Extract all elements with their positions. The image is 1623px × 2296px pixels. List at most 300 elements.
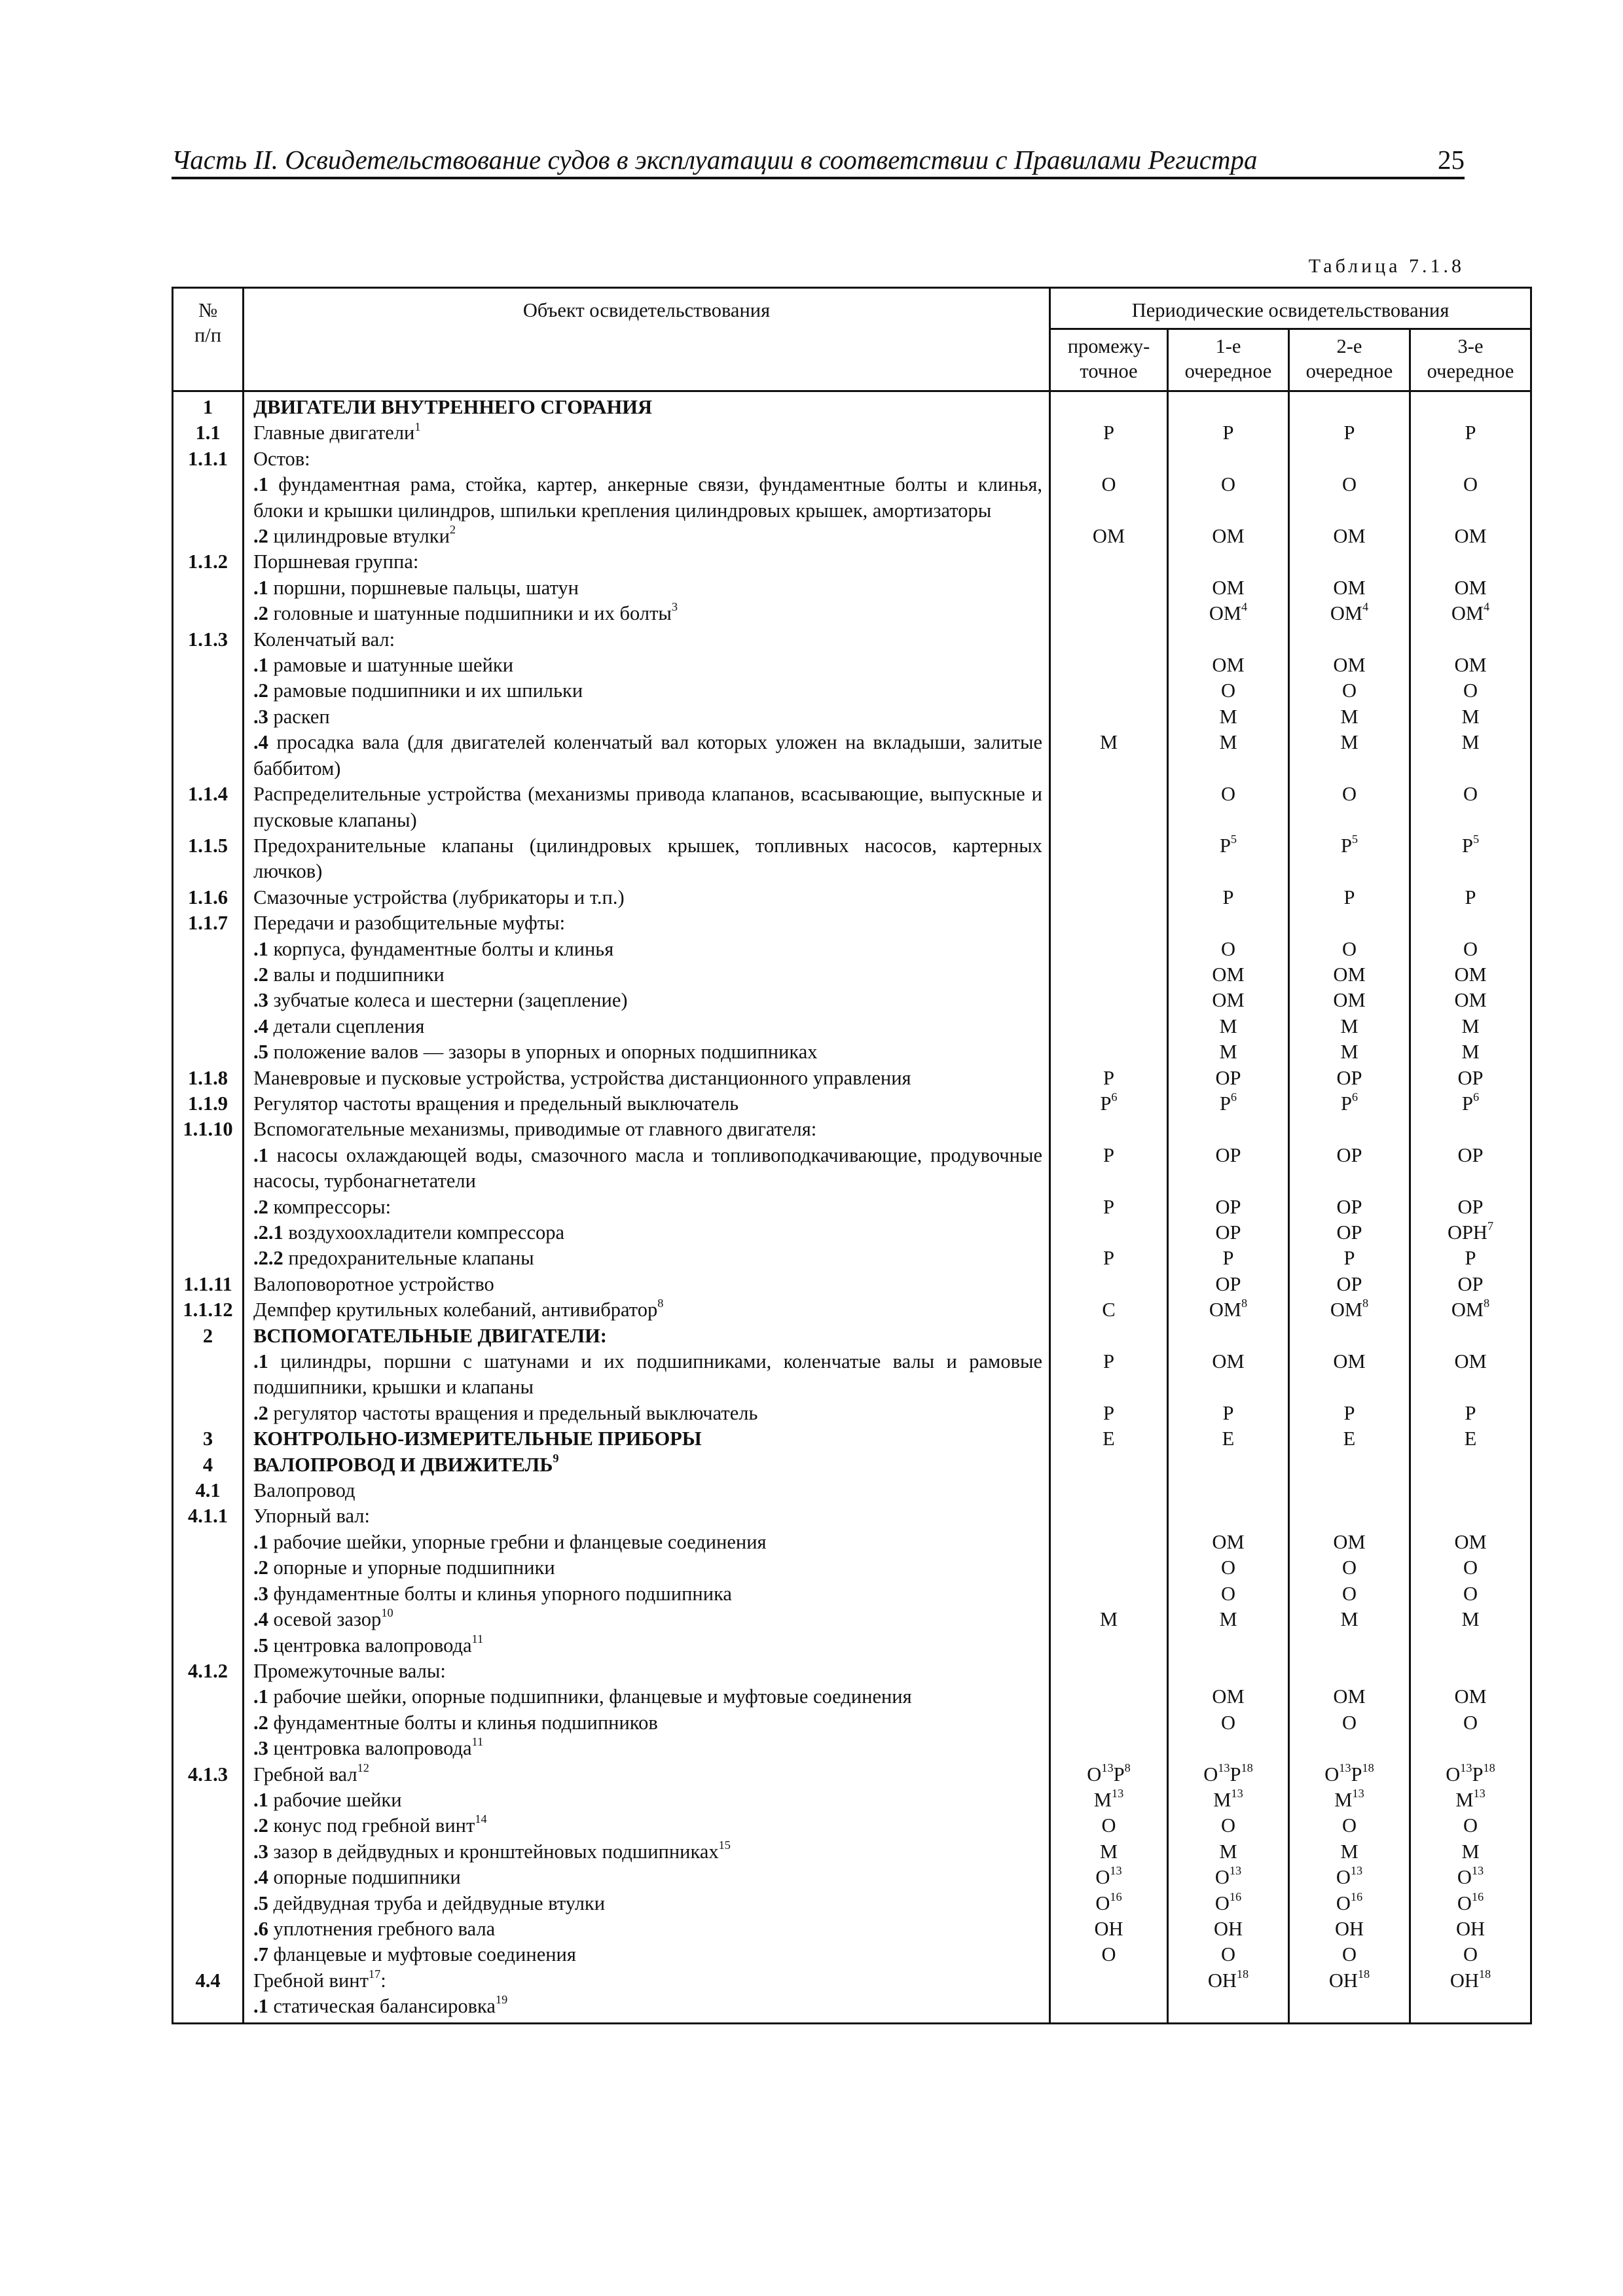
value-intermediate: [1050, 1530, 1168, 1555]
table-row: [173, 1194, 1531, 1220]
value-intermediate: [1050, 446, 1168, 472]
table-row: [173, 1710, 1531, 1736]
value-third: ОМ: [1410, 1349, 1531, 1401]
value-second: ОМ: [1289, 653, 1410, 678]
value-first: [1168, 1503, 1289, 1529]
value-second: [1289, 1994, 1410, 2023]
table-row: [173, 730, 1531, 781]
value-third: Р: [1410, 420, 1531, 446]
row-object: .4 детали сцепления: [244, 1014, 1050, 1039]
table-row: [173, 391, 1531, 421]
value-third: О: [1410, 1942, 1531, 1967]
page-number: 25: [1438, 145, 1465, 175]
header-rule: [172, 177, 1465, 179]
row-object: .3 фундаментные болты и клинья упорного подшипника: [244, 1581, 1050, 1607]
value-third: О: [1410, 937, 1531, 962]
row-object: Передачи и разобщительные муфты:: [244, 910, 1050, 936]
value-intermediate: [1050, 1659, 1168, 1684]
row-number: [173, 1246, 244, 1271]
value-third: ОР: [1410, 1194, 1531, 1220]
row-number: 3: [173, 1426, 244, 1452]
table-row: [173, 1813, 1531, 1839]
value-second: М: [1289, 730, 1410, 781]
row-number: [173, 1530, 244, 1555]
row-object: Коленчатый вал:: [244, 627, 1050, 653]
row-number: 1: [173, 391, 244, 421]
row-number: [173, 1401, 244, 1426]
col-header-third: 3-е очередное: [1410, 329, 1531, 391]
value-second: ОМ: [1289, 524, 1410, 549]
table-row: [173, 1581, 1531, 1607]
value-third: ОМ: [1410, 1684, 1531, 1710]
value-second: [1289, 627, 1410, 653]
value-intermediate: $Р^6$: [1050, 1091, 1168, 1117]
value-intermediate: Е: [1050, 1426, 1168, 1452]
value-intermediate: М: [1050, 1607, 1168, 1632]
table-row: [173, 781, 1531, 833]
table-row: [173, 1942, 1531, 1967]
row-number: [173, 1994, 244, 2023]
value-second: [1289, 1633, 1410, 1659]
value-third: ОМ: [1410, 962, 1531, 988]
value-intermediate: Р: [1050, 1349, 1168, 1401]
value-second: ОМ: [1289, 575, 1410, 601]
value-second: Р: [1289, 1401, 1410, 1426]
value-third: [1410, 1659, 1531, 1684]
value-first: Е: [1168, 1426, 1289, 1452]
row-number: 1.1.9: [173, 1091, 244, 1117]
value-first: М: [1168, 730, 1289, 781]
value-second: О: [1289, 472, 1410, 524]
value-second: М: [1289, 1014, 1410, 1039]
value-second: ОМ: [1289, 988, 1410, 1013]
table-row: [173, 1555, 1531, 1581]
row-number: [173, 1633, 244, 1659]
value-first: [1168, 1994, 1289, 2023]
value-intermediate: $М^{13}$: [1050, 1787, 1168, 1813]
value-third: $ОМ^4$: [1410, 601, 1531, 626]
value-second: [1289, 1452, 1410, 1478]
value-second: ОР: [1289, 1220, 1410, 1246]
value-second: ОМ: [1289, 1530, 1410, 1555]
value-second: ОР: [1289, 1194, 1410, 1220]
row-number: 1.1.2: [173, 549, 244, 575]
value-third: Р: [1410, 1401, 1531, 1426]
value-third: Р: [1410, 885, 1531, 910]
table-row: [173, 1401, 1531, 1426]
row-number: 4.4: [173, 1968, 244, 1994]
value-second: $О^{16}$: [1289, 1891, 1410, 1916]
row-number: [173, 1839, 244, 1865]
table-row: [173, 1503, 1531, 1529]
value-second: О: [1289, 678, 1410, 704]
value-third: Е: [1410, 1426, 1531, 1452]
row-number: 4.1.2: [173, 1659, 244, 1684]
value-intermediate: [1050, 1684, 1168, 1710]
row-number: [173, 678, 244, 704]
row-number: [173, 1581, 244, 1607]
value-first: ОМ: [1168, 962, 1289, 988]
value-third: ОМ: [1410, 988, 1531, 1013]
row-object: .2.1 воздухоохладители компрессора: [244, 1220, 1050, 1246]
value-first: ОМ: [1168, 1349, 1289, 1401]
value-third: ОМ: [1410, 1530, 1531, 1555]
row-object: .2 цилиндровые втулки$^2$: [244, 524, 1050, 549]
value-third: ОН$^{18}$: [1410, 1968, 1531, 1994]
row-object: .1 насосы охлаждающей воды, смазочного масла и топливоподкачивающие, продувочные насосы, турбонагнетатели: [244, 1143, 1050, 1194]
value-intermediate: [1050, 1736, 1168, 1761]
value-third: М: [1410, 1014, 1531, 1039]
value-first: $ОМ^8$: [1168, 1297, 1289, 1323]
row-object: Валопровод: [244, 1478, 1050, 1503]
value-intermediate: [1050, 1581, 1168, 1607]
value-first: О: [1168, 1555, 1289, 1581]
value-intermediate: [1050, 1968, 1168, 1994]
row-number: 1.1.7: [173, 910, 244, 936]
row-object: Распределительные устройства (механизмы привода клапанов, всасывающие, выпускные и пусковые клапаны): [244, 781, 1050, 833]
value-third: $ОМ^8$: [1410, 1297, 1531, 1323]
table-body: [173, 391, 1531, 2024]
row-number: [173, 730, 244, 781]
page-header: [172, 141, 1465, 178]
value-third: $О^{13}Р^{18}$: [1410, 1762, 1531, 1787]
row-object: Смазочные устройства (лубрикаторы и т.п.): [244, 885, 1050, 910]
table-row: [173, 575, 1531, 601]
table-row: [173, 1143, 1531, 1194]
row-number: [173, 1555, 244, 1581]
row-number: 2: [173, 1323, 244, 1349]
table-row: [173, 1839, 1531, 1865]
value-first: О: [1168, 1942, 1289, 1967]
value-third: $О^{16}$: [1410, 1891, 1531, 1916]
value-first: М: [1168, 704, 1289, 730]
value-intermediate: ОМ: [1050, 524, 1168, 549]
value-intermediate: $О^{16}$: [1050, 1891, 1168, 1916]
value-second: О: [1289, 1942, 1410, 1967]
value-third: [1410, 549, 1531, 575]
table-row: [173, 833, 1531, 885]
row-object: .2 компрессоры:: [244, 1194, 1050, 1220]
value-first: [1168, 910, 1289, 936]
value-intermediate: [1050, 1117, 1168, 1142]
value-intermediate: [1050, 1272, 1168, 1297]
value-intermediate: Р: [1050, 1143, 1168, 1194]
value-third: ОМ: [1410, 575, 1531, 601]
row-number: [173, 472, 244, 524]
row-object: .1 фундаментная рама, стойка, картер, анкерные связи, фундаментные болты и клинья, блоки и крышки цилиндров, шпильки крепления цилиндровых крышек, амортизаторы: [244, 472, 1050, 524]
row-object: Поршневая группа:: [244, 549, 1050, 575]
row-number: [173, 704, 244, 730]
value-intermediate: Р: [1050, 1066, 1168, 1091]
value-first: ОР: [1168, 1143, 1289, 1194]
table-row: [173, 601, 1531, 626]
value-first: ОМ: [1168, 1530, 1289, 1555]
value-intermediate: [1050, 627, 1168, 653]
row-number: [173, 601, 244, 626]
value-intermediate: [1050, 653, 1168, 678]
value-second: ОМ: [1289, 962, 1410, 988]
value-intermediate: Р: [1050, 1194, 1168, 1220]
row-object: .1 статическая балансировка$^{19}$: [244, 1994, 1050, 2023]
row-object: .2 валы и подшипники: [244, 962, 1050, 988]
value-second: М: [1289, 1839, 1410, 1865]
row-number: 1.1: [173, 420, 244, 446]
row-object: .1 поршни, поршневые пальцы, шатун: [244, 575, 1050, 601]
value-third: М: [1410, 730, 1531, 781]
table-row: [173, 1349, 1531, 1401]
value-third: $О^{13}$: [1410, 1865, 1531, 1890]
value-third: $Р^5$: [1410, 833, 1531, 885]
value-first: ОР: [1168, 1220, 1289, 1246]
value-third: ОР: [1410, 1272, 1531, 1297]
row-object: ВСПОМОГАТЕЛЬНЫЕ ДВИГАТЕЛИ:: [244, 1323, 1050, 1349]
col-header-periodic: Периодические освидетельствования: [1050, 288, 1531, 329]
row-number: 1.1.1: [173, 446, 244, 472]
value-second: $М^{13}$: [1289, 1787, 1410, 1813]
value-first: [1168, 446, 1289, 472]
row-number: [173, 1014, 244, 1039]
value-third: $М^{13}$: [1410, 1787, 1531, 1813]
value-second: [1289, 1503, 1410, 1529]
value-second: ОР: [1289, 1066, 1410, 1091]
table-row: [173, 1736, 1531, 1761]
row-object: Демпфер крутильных колебаний, антивибратор$^8$: [244, 1297, 1050, 1323]
row-number: 1.1.10: [173, 1117, 244, 1142]
value-intermediate: $О^{13}Р^8$: [1050, 1762, 1168, 1787]
value-second: $О^{13}Р^{18}$: [1289, 1762, 1410, 1787]
row-number: [173, 1039, 244, 1065]
value-third: ОМ: [1410, 653, 1531, 678]
table-row: [173, 1633, 1531, 1659]
row-number: [173, 1194, 244, 1220]
table-row: [173, 1478, 1531, 1503]
table-row: [173, 446, 1531, 472]
row-object: .3 раскеп: [244, 704, 1050, 730]
row-object: .5 дейдвудная труба и дейдвудные втулки: [244, 1891, 1050, 1916]
value-intermediate: М: [1050, 1839, 1168, 1865]
value-second: ОМ: [1289, 1684, 1410, 1710]
row-object: Гребной винт$^{17}$:: [244, 1968, 1050, 1994]
table-row: [173, 962, 1531, 988]
table-row: [173, 1039, 1531, 1065]
value-second: [1289, 1736, 1410, 1761]
row-number: [173, 1736, 244, 1761]
row-number: [173, 653, 244, 678]
value-second: [1289, 1117, 1410, 1142]
value-intermediate: [1050, 1994, 1168, 2023]
value-first: М: [1168, 1014, 1289, 1039]
row-number: [173, 1607, 244, 1632]
value-third: [1410, 1633, 1531, 1659]
value-first: [1168, 1736, 1289, 1761]
value-intermediate: Р: [1050, 1246, 1168, 1271]
value-third: [1410, 627, 1531, 653]
row-number: 1.1.8: [173, 1066, 244, 1091]
row-object: Упорный вал:: [244, 1503, 1050, 1529]
row-object: КОНТРОЛЬНО-ИЗМЕРИТЕЛЬНЫЕ ПРИБОРЫ: [244, 1426, 1050, 1452]
row-object: Промежуточные валы:: [244, 1659, 1050, 1684]
value-third: О: [1410, 472, 1531, 524]
row-number: [173, 1349, 244, 1401]
value-first: $О^{16}$: [1168, 1891, 1289, 1916]
row-number: [173, 1865, 244, 1890]
value-third: О: [1410, 678, 1531, 704]
row-object: .3 зазор в дейдвудных и кронштейновых подшипниках$^{15}$: [244, 1839, 1050, 1865]
table-row: [173, 885, 1531, 910]
value-first: ОМ: [1168, 988, 1289, 1013]
table-row: [173, 1684, 1531, 1710]
value-first: О: [1168, 1813, 1289, 1839]
table-row: [173, 1091, 1531, 1117]
row-number: 1.1.6: [173, 885, 244, 910]
value-first: О: [1168, 781, 1289, 833]
table-row: [173, 1530, 1531, 1555]
value-intermediate: [1050, 988, 1168, 1013]
value-second: О: [1289, 1710, 1410, 1736]
row-number: [173, 937, 244, 962]
table-row: [173, 910, 1531, 936]
value-second: ОР: [1289, 1272, 1410, 1297]
value-third: О: [1410, 1555, 1531, 1581]
row-number: 1.1.12: [173, 1297, 244, 1323]
table-row: [173, 1272, 1531, 1297]
table-row: [173, 988, 1531, 1013]
value-first: [1168, 1452, 1289, 1478]
row-object: ВАЛОПРОВОД И ДВИЖИТЕЛЬ$^9$: [244, 1452, 1050, 1478]
row-object: .1 рабочие шейки, опорные подшипники, фланцевые и муфтовые соединения: [244, 1684, 1050, 1710]
value-first: Р: [1168, 1246, 1289, 1271]
row-object: .1 рабочие шейки: [244, 1787, 1050, 1813]
row-object: .4 просадка вала (для двигателей коленчатый вал которых уложен на вкладыши, залитые баббитом): [244, 730, 1050, 781]
value-first: О: [1168, 1581, 1289, 1607]
row-object: .3 центровка валопровода$^{11}$: [244, 1736, 1050, 1761]
value-second: Р: [1289, 885, 1410, 910]
value-first: ОН$^{18}$: [1168, 1968, 1289, 1994]
value-second: О: [1289, 1581, 1410, 1607]
table-row: [173, 937, 1531, 962]
value-intermediate: [1050, 1555, 1168, 1581]
value-second: $Р^5$: [1289, 833, 1410, 885]
value-first: О: [1168, 472, 1289, 524]
table-row: [173, 1762, 1531, 1787]
value-first: ОН: [1168, 1916, 1289, 1942]
value-second: О: [1289, 781, 1410, 833]
table-row: [173, 1994, 1531, 2023]
row-number: [173, 1710, 244, 1736]
row-number: 1.1.5: [173, 833, 244, 885]
value-intermediate: [1050, 910, 1168, 936]
table-row: [173, 1066, 1531, 1091]
row-object: Регулятор частоты вращения и предельный выключатель: [244, 1091, 1050, 1117]
row-object: .5 положение валов — зазоры в упорных и опорных подшипниках: [244, 1039, 1050, 1065]
value-second: М: [1289, 704, 1410, 730]
value-third: [1410, 1736, 1531, 1761]
value-third: [1410, 446, 1531, 472]
value-intermediate: [1050, 575, 1168, 601]
value-second: [1289, 1659, 1410, 1684]
value-first: [1168, 549, 1289, 575]
value-third: ОР: [1410, 1066, 1531, 1091]
row-object: .4 опорные подшипники: [244, 1865, 1050, 1890]
row-number: [173, 962, 244, 988]
value-intermediate: ОН: [1050, 1916, 1168, 1942]
value-second: О: [1289, 937, 1410, 962]
value-third: М: [1410, 704, 1531, 730]
value-first: [1168, 1633, 1289, 1659]
value-third: [1410, 1503, 1531, 1529]
row-number: [173, 575, 244, 601]
row-number: [173, 1143, 244, 1194]
value-intermediate: [1050, 1323, 1168, 1349]
value-second: ОР: [1289, 1143, 1410, 1194]
value-third: О: [1410, 1813, 1531, 1839]
value-second: [1289, 1478, 1410, 1503]
value-third: [1410, 1323, 1531, 1349]
value-first: Р: [1168, 420, 1289, 446]
value-intermediate: [1050, 885, 1168, 910]
table-row: [173, 1607, 1531, 1632]
table-row: [173, 1659, 1531, 1684]
row-object: .2.2 предохранительные клапаны: [244, 1246, 1050, 1271]
row-object: Главные двигатели$^1$: [244, 420, 1050, 446]
row-number: 4.1.3: [173, 1762, 244, 1787]
row-number: [173, 1813, 244, 1839]
value-first: $О^{13}$: [1168, 1865, 1289, 1890]
value-third: М: [1410, 1607, 1531, 1632]
value-intermediate: [1050, 678, 1168, 704]
value-second: [1289, 549, 1410, 575]
value-first: $М^{13}$: [1168, 1787, 1289, 1813]
row-object: .1 рабочие шейки, упорные гребни и фланцевые соединения: [244, 1530, 1050, 1555]
value-first: М: [1168, 1839, 1289, 1865]
table-row: [173, 1787, 1531, 1813]
value-intermediate: О: [1050, 472, 1168, 524]
table-row: [173, 1246, 1531, 1271]
row-object: Вспомогательные механизмы, приводимые от главного двигателя:: [244, 1117, 1050, 1142]
value-third: О: [1410, 1581, 1531, 1607]
value-second: Р: [1289, 420, 1410, 446]
value-first: ОР: [1168, 1194, 1289, 1220]
value-intermediate: [1050, 962, 1168, 988]
table-row: [173, 549, 1531, 575]
value-intermediate: [1050, 601, 1168, 626]
value-second: [1289, 910, 1410, 936]
value-second: ОН: [1289, 1916, 1410, 1942]
value-first: [1168, 1323, 1289, 1349]
value-first: [1168, 1659, 1289, 1684]
table-row: [173, 472, 1531, 524]
value-first: Р: [1168, 885, 1289, 910]
value-third: $Р^6$: [1410, 1091, 1531, 1117]
running-title: Часть II. Освидетельствование судов в эксплуатации в соответствии с Правилами Регистра: [172, 145, 1258, 175]
table-row: [173, 653, 1531, 678]
value-first: ОМ: [1168, 575, 1289, 601]
survey-table: [172, 287, 1532, 2024]
value-second: М: [1289, 1607, 1410, 1632]
table-row: [173, 1323, 1531, 1349]
value-intermediate: [1050, 833, 1168, 885]
value-third: ОН: [1410, 1916, 1531, 1942]
table-row: [173, 1968, 1531, 1994]
row-number: 4.1.1: [173, 1503, 244, 1529]
value-intermediate: [1050, 1633, 1168, 1659]
value-second: Е: [1289, 1426, 1410, 1452]
value-third: М: [1410, 1839, 1531, 1865]
row-object: .6 уплотнения гребного вала: [244, 1916, 1050, 1942]
row-number: [173, 1916, 244, 1942]
value-third: ОМ: [1410, 524, 1531, 549]
value-first: Р: [1168, 1401, 1289, 1426]
